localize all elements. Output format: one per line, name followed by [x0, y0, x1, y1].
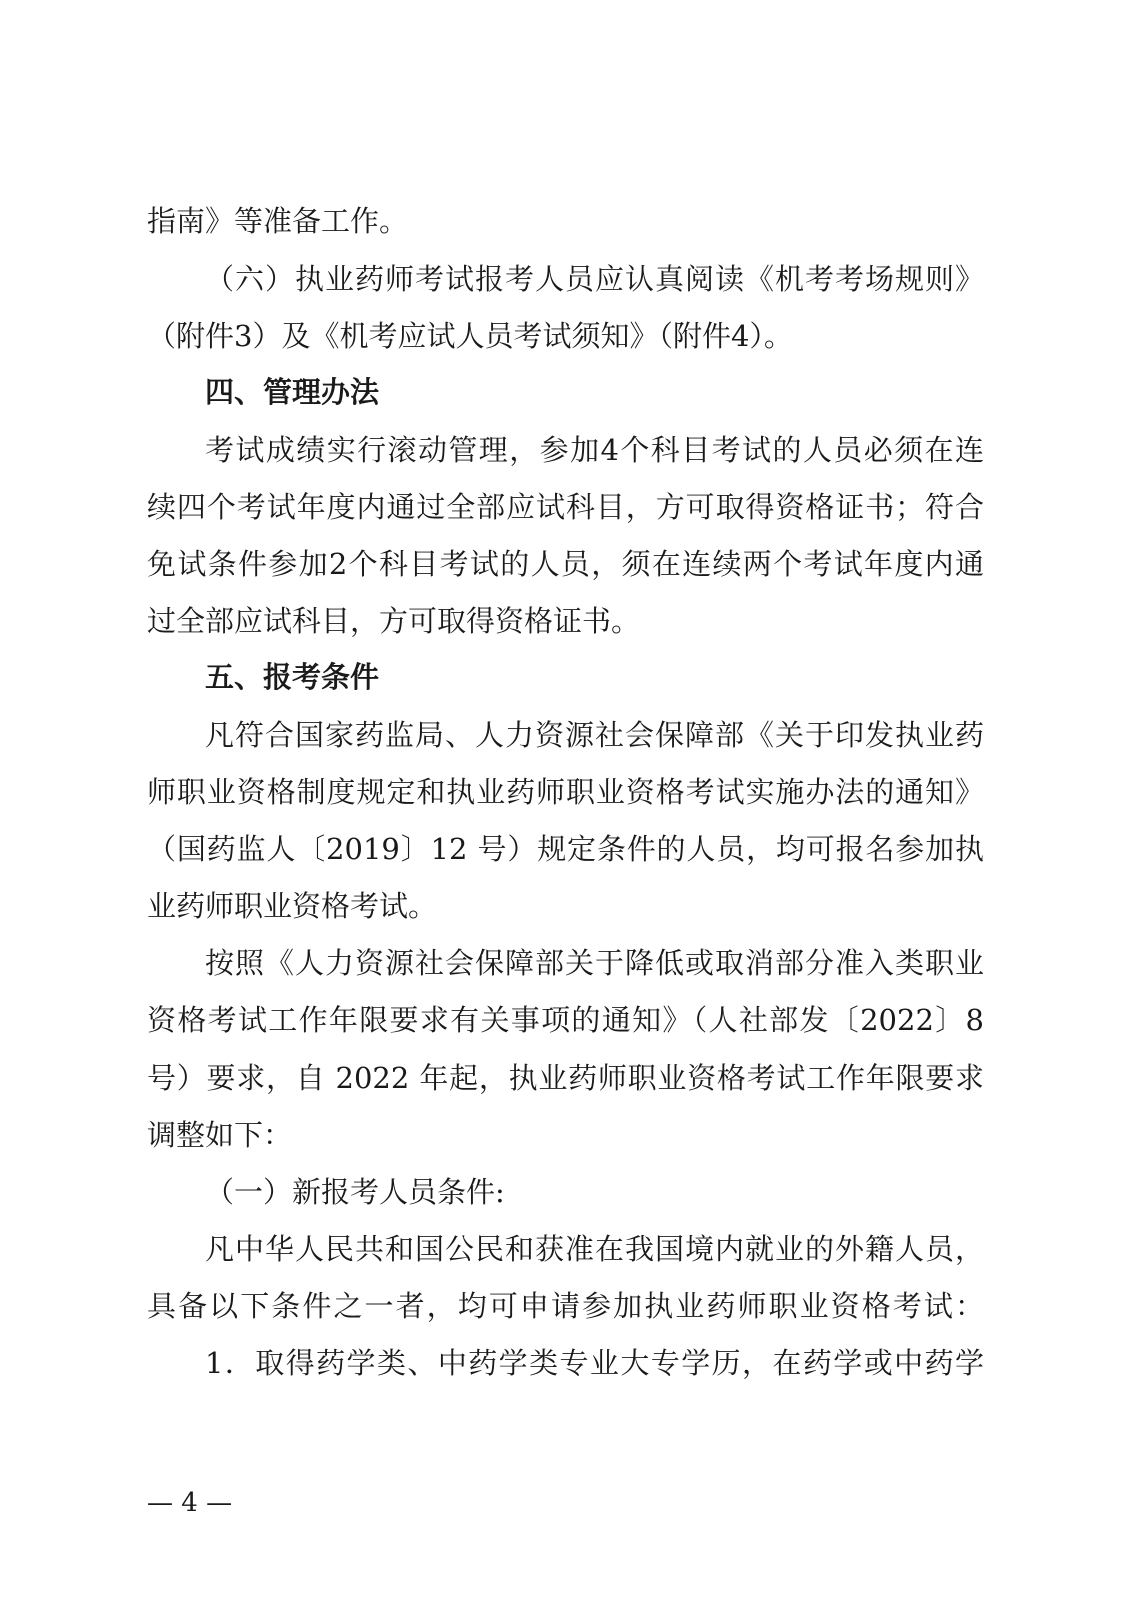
text-line: 资格考试工作年限要求有关事项的通知》（人社部发〔2022〕8: [147, 1003, 984, 1037]
text-line: （国药监人〔2019〕12 号）规定条件的人员，均可报名参加执: [147, 832, 984, 866]
text-line: 凡符合国家药监局、人力资源社会保障部《关于印发执业药: [205, 718, 984, 752]
text-line: （六）执业药师考试报考人员应认真阅读《机考考场规则》: [205, 262, 984, 296]
text-line: 过全部应试科目，方可取得资格证书。: [147, 604, 641, 638]
text-line: 具备以下条件之一者，均可申请参加执业药师职业资格考试：: [147, 1289, 984, 1323]
text-line: 号）要求，自 2022 年起，执业药师职业资格考试工作年限要求: [147, 1061, 984, 1095]
text-line: 调整如下：: [147, 1118, 293, 1152]
text-line: 指南》等准备工作。: [147, 204, 409, 238]
text-line: 凡中华人民共和国公民和获准在我国境内就业的外籍人员，: [205, 1232, 984, 1266]
section-heading-management: 四、管理办法: [205, 375, 380, 409]
text-line: 1．取得药学类、中药学类专业大专学历，在药学或中药学: [205, 1346, 984, 1380]
page-number: — 4 —: [147, 1488, 233, 1518]
subsection-heading: （一）新报考人员条件:: [205, 1175, 505, 1209]
text-line: 续四个考试年度内通过全部应试科目，方可取得资格证书；符合: [147, 490, 984, 524]
text-line: 考试成绩实行滚动管理，参加4个科目考试的人员必须在连: [205, 433, 984, 467]
text-line: 业药师职业资格考试。: [147, 889, 438, 923]
text-line: 按照《人力资源社会保障部关于降低或取消部分准入类职业: [205, 946, 984, 980]
text-line: 免试条件参加2个科目考试的人员，须在连续两个考试年度内通: [147, 547, 984, 581]
text-line: 师职业资格制度规定和执业药师职业资格考试实施办法的通知》: [147, 775, 984, 809]
text-line: （附件3）及《机考应试人员考试须知》（附件4）。: [147, 319, 793, 353]
section-heading-conditions: 五、报考条件: [205, 660, 380, 694]
